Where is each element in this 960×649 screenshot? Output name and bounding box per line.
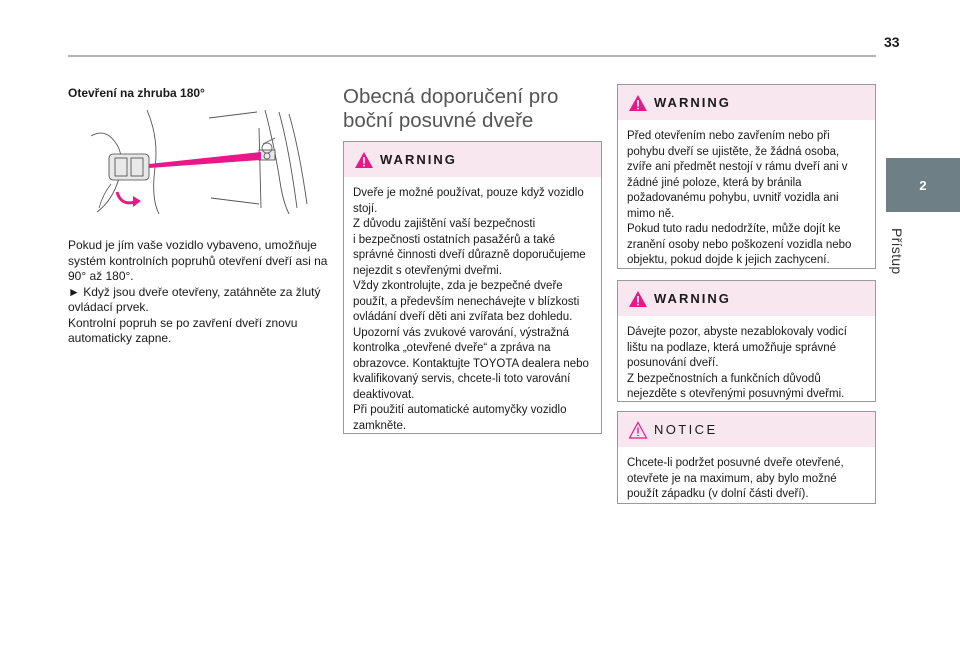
chapter-tab[interactable]: [886, 158, 960, 212]
left-body-text: Pokud je jím vaše vozidlo vybaveno, umožňuje systém kontrolních popruhů otevření dveří asi na 90° až 180°. ► Když jsou dveře otevřeny, zatáhněte za žlutý ovládací prvek. Kontrolní popruh se po zavření dveří znovu automaticky zapne.: [68, 238, 328, 345]
warning-text: Dveře je možné používat, pouze když vozidlo stojí. Z důvodu zajištění vaší bezpečnosti i bezpečnosti ostatních pasažérů a také správné činnosti dveří důrazně doporučujeme nejezdit s otevřenými dveřmi. Vždy zkontrolujte, zda je bezpečné dveře použít, a především nenechávejte v blízkosti ovládání dveří děti ani zvířata bez dohledu. Upozorní vás zvukové varování, výstražná kontrolka „otevřené dveře“ a zpráva na obrazovce. Kontaktujte TOYOTA dealera nebo kvalifikovaný servis, chcete-li toto varování deaktivovat. Při použití automatické automyčky vozidlo zamkněte.: [353, 187, 589, 432]
notice-box: [617, 411, 876, 504]
warning-triangle-icon: [628, 94, 648, 112]
warning-heading: WARNING: [380, 152, 457, 167]
warning-heading: WARNING: [654, 95, 731, 110]
notice-triangle-icon: [628, 421, 648, 439]
warning-box-1: [343, 141, 602, 434]
chapter-title-container: [889, 228, 917, 288]
header-rule: [68, 55, 876, 57]
notice-heading: NOTICE: [654, 422, 718, 437]
section-title: Obecná doporučení pro boční posuvné dveře: [343, 85, 559, 132]
warning-text: Před otevřením nebo zavřením nebo při pohybu dveří se ujistěte, že žádná osoba, zvíře ani předmět nestojí v rámu dveří ani v žádné jiné poloze, která by bránila požadovanému pohybu, uvnitř vozidla ani mimo ně. Pokud tuto radu nedodržíte, může dojít ke zranění osoby nebo poškození vozidla nebo objektu, pokud dojde k jejich zachycení.: [627, 130, 852, 266]
door-check-strap-illustration: [89, 108, 309, 216]
warning-box-header: [344, 142, 601, 177]
page-number: 33: [884, 34, 900, 50]
warning-box-header: [618, 85, 875, 120]
chapter-title: Přístup: [889, 228, 905, 275]
warning-heading: WARNING: [654, 291, 731, 306]
notice-text: Chcete-li podržet posuvné dveře otevřené, otevřete je na maximum, aby bylo možné použít západku (v dolní části dveří).: [627, 457, 844, 500]
warning-triangle-icon: [628, 290, 648, 308]
warning-triangle-icon: [354, 151, 374, 169]
warning-box-3: [617, 280, 876, 402]
warning-box-header: [618, 281, 875, 316]
warning-text: Dávejte pozor, abyste nezablokovaly vodicí lištu na podlaze, která umožňuje správné posunování dveří. Z bezpečnostních a funkčních důvodů nejezděte s otevřenými posuvnými dveřmi.: [627, 326, 847, 400]
warning-box-2: [617, 84, 876, 269]
notice-box-header: [618, 412, 875, 447]
chapter-number: 2: [919, 177, 927, 193]
left-subtitle: Otevření na zhruba 180°: [68, 86, 205, 100]
